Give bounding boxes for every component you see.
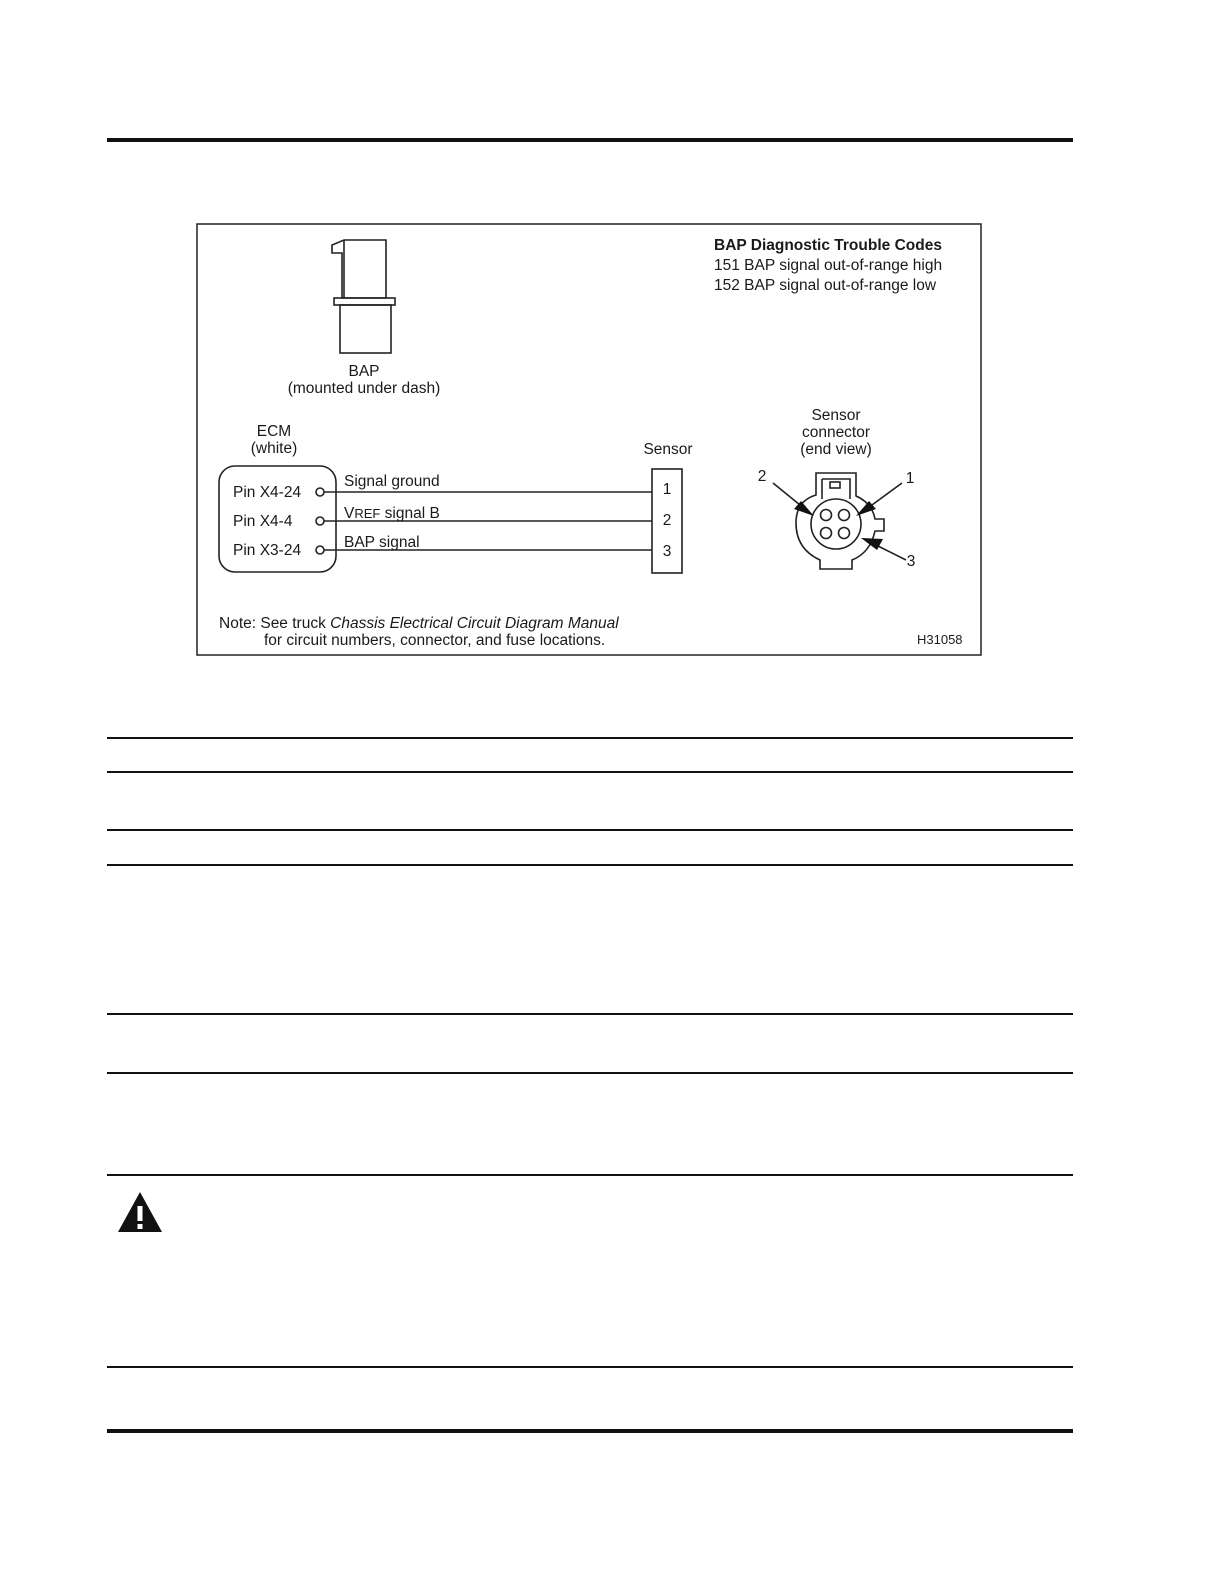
wire-label-vref: VREF signal B: [344, 505, 440, 522]
bap-label: BAP: [348, 363, 380, 380]
code-151: 151 BAP signal out-of-range high: [714, 257, 943, 274]
sensor-pin-2: 2: [662, 512, 672, 529]
divider-4: [107, 864, 1073, 866]
pin-terminal: [316, 488, 324, 496]
divider-7: [107, 1174, 1073, 1176]
bap-sublabel: (mounted under dash): [287, 380, 441, 397]
wire-label-bap-signal: BAP signal: [344, 534, 420, 551]
bottom-rule: [107, 1429, 1073, 1433]
connector-pin-2: 2: [757, 468, 767, 485]
connector-pin-3: 3: [906, 553, 916, 570]
figure-id: H31058: [917, 632, 963, 647]
sensor-pin-1: 1: [662, 481, 672, 498]
note-line-2: for circuit numbers, connector, and fuse locations.: [264, 632, 606, 649]
note-line-1: Note: See truck Chassis Electrical Circuit Diagram Manual: [219, 615, 619, 632]
divider-3: [107, 829, 1073, 831]
ecm-pin-x4-24: Pin X4-24: [233, 484, 302, 501]
connector-label-2: connector: [801, 424, 871, 441]
divider-1: [107, 737, 1073, 739]
warning-icon: [116, 1190, 164, 1234]
sensor-pin-3: 3: [662, 543, 672, 560]
top-rule: [107, 138, 1073, 142]
divider-8: [107, 1366, 1073, 1368]
connector-label-1: Sensor: [811, 407, 861, 424]
ecm-pin-x3-24: Pin X3-24: [233, 542, 302, 559]
wire-label-signal-ground: Signal ground: [344, 473, 440, 490]
connector-label-3: (end view): [800, 441, 872, 458]
ecm-sublabel: (white): [250, 440, 298, 457]
divider-5: [107, 1013, 1073, 1015]
pin-terminal: [316, 546, 324, 554]
code-152: 152 BAP signal out-of-range low: [714, 277, 937, 294]
pin-terminal: [316, 517, 324, 525]
connector-pin-1: 1: [905, 470, 915, 487]
ecm-label: ECM: [256, 423, 292, 440]
codes-title: BAP Diagnostic Trouble Codes: [714, 237, 942, 254]
bap-circuit-diagram: [196, 223, 982, 656]
divider-6: [107, 1072, 1073, 1074]
divider-2: [107, 771, 1073, 773]
sensor-label: Sensor: [643, 441, 693, 458]
ecm-pin-x4-4: Pin X4-4: [233, 513, 293, 530]
